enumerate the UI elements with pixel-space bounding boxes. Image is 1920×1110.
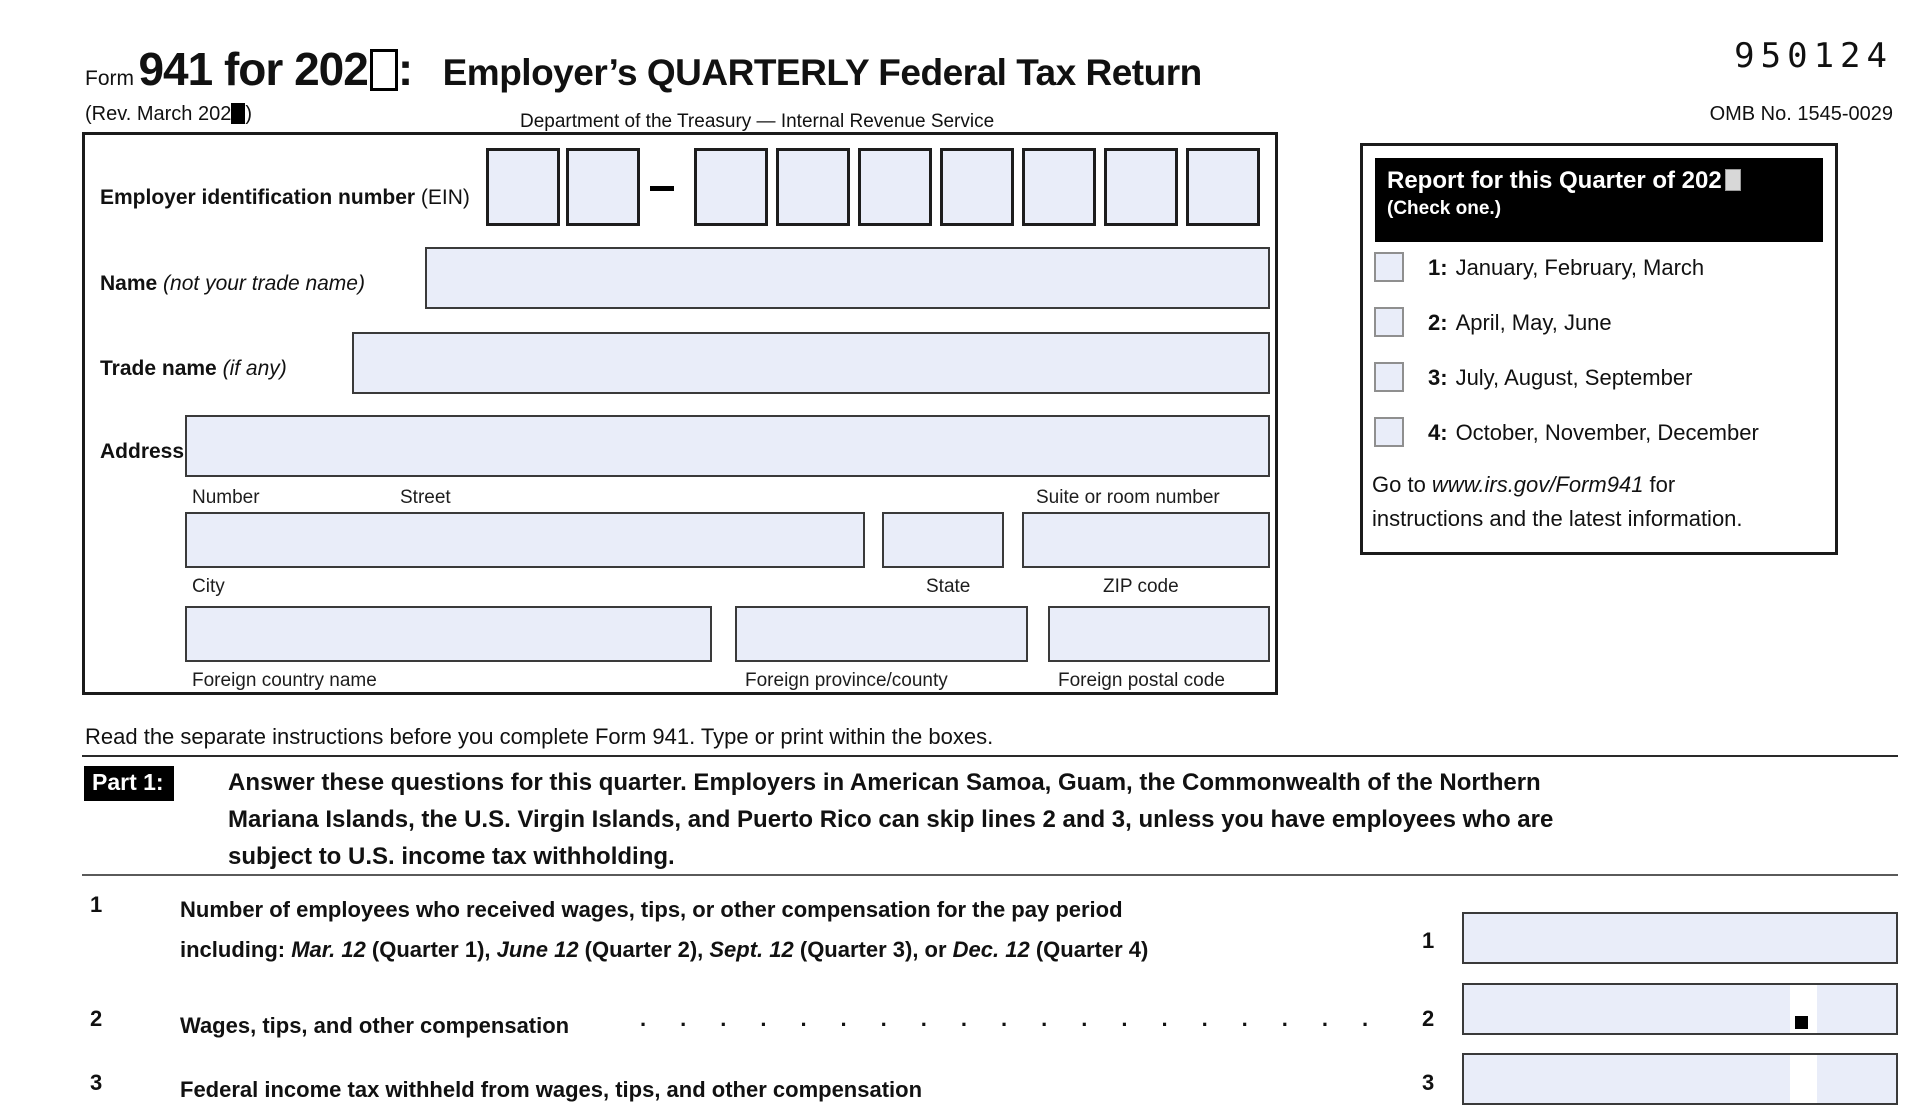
quarter-2-label <box>1428 310 1612 336</box>
year-digit-placeholder-box <box>370 49 398 91</box>
ein-digit-box-1[interactable] <box>486 148 560 226</box>
ein-digit-box-9[interactable] <box>1186 148 1260 226</box>
line-3-cents-divider <box>1790 1055 1817 1103</box>
revision-text: (Rev. March 202 <box>85 103 232 125</box>
quarter-3-checkbox[interactable] <box>1374 362 1404 392</box>
ein-label-paren: (EIN) <box>420 186 470 209</box>
foreign-province-input[interactable] <box>735 606 1028 662</box>
divider-rule-top <box>82 755 1898 757</box>
zip-hint: ZIP code <box>1103 576 1179 597</box>
quarter-1-months: January, February, March <box>1455 255 1705 280</box>
state-hint: State <box>926 576 971 597</box>
ein-digit-box-2[interactable] <box>566 148 640 226</box>
quarter-panel-title-text: Report for this Quarter of 202 <box>1387 167 1722 194</box>
line-1-number: 1 <box>90 892 103 917</box>
quarter-2-num: 2: <box>1428 310 1448 335</box>
revision-close: ) <box>245 103 253 125</box>
line-1-q2: (Quarter 2), <box>578 937 710 962</box>
line-1-text <box>180 890 1148 970</box>
goto-line-2: instructions and the latest information. <box>1372 506 1743 531</box>
quarter-1-checkbox[interactable] <box>1374 252 1404 282</box>
address-label <box>100 440 184 464</box>
line-2-amount-input[interactable] <box>1462 983 1898 1035</box>
line-1-june12: June 12 <box>496 937 579 962</box>
ein-digit-box-4[interactable] <box>776 148 850 226</box>
quarter-panel-check-one: (Check one.) <box>1387 198 1502 219</box>
ein-digit-box-6[interactable] <box>940 148 1014 226</box>
line-1-q1: (Quarter 1), <box>365 937 497 962</box>
state-input[interactable] <box>882 512 1004 568</box>
quarter-3-num: 3: <box>1428 365 1448 390</box>
goto-prefix: Go to <box>1372 472 1432 497</box>
part-1-heading-line-3: subject to U.S. income tax withholding. <box>228 843 675 870</box>
line-1-dec12: Dec. 12 <box>952 937 1030 962</box>
line-1-including: including: <box>180 937 292 962</box>
quarter-4-label <box>1428 420 1759 446</box>
divider-rule-part1 <box>82 874 1898 876</box>
line-1-sept12: Sept. 12 <box>709 937 794 962</box>
ein-digit-box-3[interactable] <box>694 148 768 226</box>
line-3-amount-input[interactable] <box>1462 1053 1898 1105</box>
foreign-postal-hint: Foreign postal code <box>1058 670 1225 691</box>
foreign-country-input[interactable] <box>185 606 712 662</box>
trade-name-label-bold: Trade name <box>100 357 217 380</box>
quarter-4-checkbox[interactable] <box>1374 417 1404 447</box>
address-street-input[interactable] <box>185 415 1270 477</box>
line-2-number: 2 <box>90 1006 103 1031</box>
form-catalog-code: 950124 <box>1734 36 1893 76</box>
quarter-year-placeholder-box <box>1725 169 1741 191</box>
ein-digit-box-8[interactable] <box>1104 148 1178 226</box>
line-3-number: 3 <box>90 1070 103 1095</box>
line-1-q4: (Quarter 4) <box>1029 937 1149 962</box>
part-1-heading <box>228 764 1553 875</box>
line-1-q3: (Quarter 3), or <box>793 937 953 962</box>
street-hint: Street <box>400 487 451 508</box>
revision-line <box>85 103 252 126</box>
ein-label <box>100 186 470 210</box>
quarter-3-months: July, August, September <box>1455 365 1693 390</box>
city-hint: City <box>192 576 225 597</box>
quarter-2-months: April, May, June <box>1455 310 1612 335</box>
foreign-postal-input[interactable] <box>1048 606 1270 662</box>
line-1-text-b <box>180 930 1148 970</box>
revision-year-redacted-box <box>231 103 245 124</box>
line-1-text-a: Number of employees who received wages, tips, or other compensation for the pay period <box>180 897 1123 922</box>
part-1-heading-line-1: Answer these questions for this quarter. Employers in American Samoa, Guam, the Commonwealth of the Northern <box>228 769 1541 796</box>
address-label-bold: Address <box>100 440 185 463</box>
name-label-hint: (not your trade name) <box>163 272 365 295</box>
part-1-badge: Part 1: <box>84 766 174 801</box>
trade-name-label <box>100 357 287 381</box>
name-label-bold: Name <box>100 272 158 295</box>
department-line: Department of the Treasury — Internal Revenue Service <box>520 111 995 132</box>
goto-line-1 <box>1372 468 1743 502</box>
line-1-box-number: 1 <box>1422 928 1435 953</box>
ein-dash <box>650 186 674 191</box>
form-number: 941 for 202 <box>138 43 368 95</box>
line-2-dot-leaders: ................... <box>640 1006 1403 1031</box>
trade-name-input[interactable] <box>352 332 1270 394</box>
quarter-1-label <box>1428 255 1704 281</box>
quarter-4-num: 4: <box>1428 420 1448 445</box>
form-title-row <box>85 42 1202 96</box>
form-main-title: Employer’s QUARTERLY Federal Tax Return <box>442 52 1202 93</box>
form-number-colon: : <box>397 43 413 95</box>
suite-hint: Suite or room number <box>1036 487 1220 508</box>
omb-number: OMB No. 1545-0029 <box>1709 103 1893 125</box>
line-1-amount-input[interactable] <box>1462 912 1898 964</box>
goto-instructions <box>1372 468 1743 536</box>
quarter-panel-header <box>1375 158 1823 242</box>
quarter-1-num: 1: <box>1428 255 1448 280</box>
ein-label-bold: Employer identification number <box>100 186 416 209</box>
form-word: Form <box>85 67 134 90</box>
quarter-panel-title <box>1387 167 1811 195</box>
line-2-decimal-point <box>1795 1016 1808 1029</box>
ein-digit-box-7[interactable] <box>1022 148 1096 226</box>
zip-input[interactable] <box>1022 512 1270 568</box>
name-input[interactable] <box>425 247 1270 309</box>
read-instructions-line: Read the separate instructions before you complete Form 941. Type or print within the boxes. <box>85 724 994 749</box>
part-1-heading-line-2: Mariana Islands, the U.S. Virgin Islands, and Puerto Rico can skip lines 2 and 3, unless you have employees who are <box>228 806 1554 833</box>
foreign-province-hint: Foreign province/county <box>745 670 948 691</box>
goto-suffix: for <box>1643 472 1676 497</box>
line-2-box-number: 2 <box>1422 1006 1435 1031</box>
ein-digit-box-5[interactable] <box>858 148 932 226</box>
line-3-box-number: 3 <box>1422 1070 1435 1095</box>
city-input[interactable] <box>185 512 865 568</box>
name-label <box>100 272 365 296</box>
line-1-mar12: Mar. 12 <box>291 937 366 962</box>
quarter-3-label <box>1428 365 1692 391</box>
foreign-country-hint: Foreign country name <box>192 670 377 691</box>
line-3-text: Federal income tax withheld from wages, tips, and other compensation <box>180 1077 923 1102</box>
irs-form941-link[interactable]: www.irs.gov/Form941 <box>1431 472 1644 497</box>
trade-name-label-hint: (if any) <box>222 357 287 380</box>
quarter-2-checkbox[interactable] <box>1374 307 1404 337</box>
quarter-4-months: October, November, December <box>1455 420 1759 445</box>
line-2-text: Wages, tips, and other compensation <box>180 1013 570 1038</box>
number-hint: Number <box>192 487 260 508</box>
